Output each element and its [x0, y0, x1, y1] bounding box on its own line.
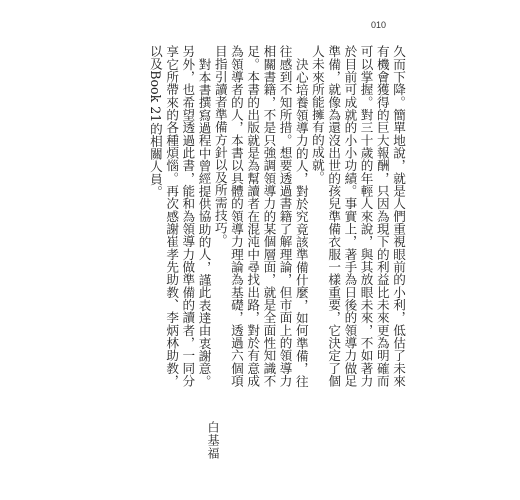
paragraph-2: 決心培養領導力的人，對於究竟該準備什麼，如何準備，往往感到不知所措。想要透過書籍了解理論，但市面上的領導力相關書籍，不是只強調領導力的某個層面，就是全面性知識不足。本書的出版就是為幫讀者在混沌中尋找出路，對於有意成為領導者的人，本書以具體的領導力理論為基礎，透過六個項目指引讀者準備方針以及所需技巧。	[212, 45, 309, 387]
paragraph-1: 久而下降。簡單地說，就是人們重視眼前的小利，低估了未來有機會獲得的巨大報酬，只因為現下的利益比未來更為明確而可以掌握。對三十歲的年輕人來說，與其放眼未來，不如著力於目前可成就的小小功績。事實上，著手為日後的領導力做足準備，就像為還沒出世的孩兒準備衣服一樣重要，它決定了個人未來所能擁有的成就。	[309, 45, 406, 387]
body-text	[147, 45, 406, 387]
paragraph-3: 對本書撰寫過程中曾經提供協助的人，謹此表達由衷謝意。另外，也希望透過此書，能和為領導力做準備的讀者，一同分享它所帶來的各種煩惱。再次感謝崔孝先助教、李炳林助教，以及Book 21的相關人員。	[147, 45, 212, 387]
author-signature: 白基福	[206, 421, 220, 460]
page-number: 010	[371, 20, 387, 30]
